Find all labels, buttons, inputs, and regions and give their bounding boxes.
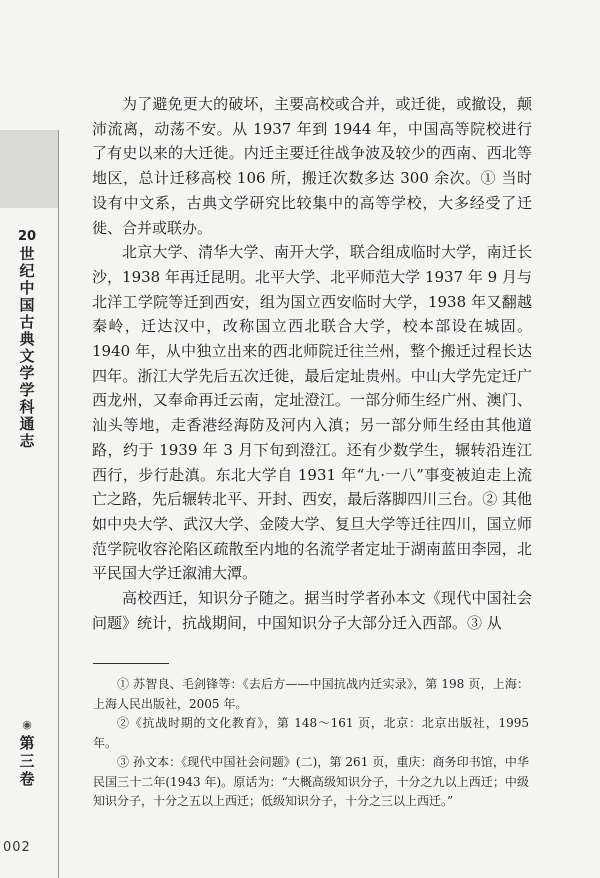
volume-char: 卷 <box>19 770 35 788</box>
paragraph: 高校西迁，知识分子随之。据当时学者孙本文《现代中国社会问题》统计，抗战期间，中国知识分子大部分迁入西部。③ 从 <box>92 589 532 632</box>
footnote: ②《抗战时期的文化教育》，第 148～161 页，北京：北京出版社，1995 年。 <box>93 716 529 750</box>
series-title-char: 学 <box>19 364 35 382</box>
side-band <box>0 130 58 208</box>
volume-dot-icon: ◉ <box>22 718 32 731</box>
footnote: ① 苏智良、毛剑锋等：《去后方——中国抗战内迁实录》，第 198 页，上海：上海人民出版社，2005 年。 <box>93 677 529 711</box>
series-title-char: 国 <box>19 296 35 314</box>
series-title-char: 通 <box>19 415 35 433</box>
series-title-char: 世 <box>19 245 35 263</box>
volume-char: 第 <box>19 734 35 752</box>
series-title-number: 20 <box>17 229 37 244</box>
paragraph: 北京大学、清华大学、南开大学，联合组成临时大学，南迁长沙，1938 年再迁昆明。北平大学、北平师范大学 1937 年 9 月与北洋工学院等迁到西安，组为国立西安临时大学，1938 年又翻越秦岭，迁达汉中，改称国立西北联合大学，校本部设在城固。1940 年，从中独立出来的西北师院迁往兰州，整个搬迁过程长达四年。浙江大学先后五次迁徙，最后定址贵州。中山大学先定迁广西龙州，又奉命再迁云南，定址澄江。一部分师生经广州、澳门、汕头等地，走香港经海防及河内入滇；另一部分师生经由其他道路，约于 1939 年 3 月下旬到澄江。还有少数学生，辗转沿连江西行，步行赴滇。东北大学自 1931 年“九·一八”事变被迫走上流亡之路，先后辗转北平、开封、西安，最后落脚四川三台。② 其他如中央大学、武汉大学、金陵大学、复旦大学等迁往四川，国立师范学院收容沦陷区疏散至内地的名流学者定址于湖南蓝田李园，北平民国大学迁溆浦大潭。 <box>92 243 532 583</box>
series-title <box>12 228 42 450</box>
body-text <box>92 92 532 635</box>
series-title-char: 古 <box>19 313 35 331</box>
paragraph: 为了避免更大的破坏，主要高校或合并，或迁徙，或撤设，颠沛流离，动荡不安。从 1937 年到 1944 年，中国高等院校进行了有史以来的大迁徙。内迁主要迁往战争波及较少的西南、西北等地区，总计迁移高校 106 所，搬迁次数多达 300 余次。① 当时设有中文系，古典文学研究比较集中的高等学校，大多经受了迁徙、合并或联办。 <box>92 95 532 237</box>
series-title-char: 典 <box>19 330 35 348</box>
series-title-char: 文 <box>19 347 35 365</box>
volume-label <box>10 716 44 788</box>
series-title-char: 中 <box>19 279 35 297</box>
page-number: 002 <box>3 840 31 855</box>
series-title-char: 志 <box>19 432 35 450</box>
volume-char: 三 <box>19 752 35 770</box>
footnote-divider <box>93 663 169 664</box>
footnote: ③ 孙文本：《现代中国社会问题》(二)，第 261 页，重庆：商务印书馆，中华民国三十二年(1943 年)。原话为：“大概高级知识分子，十分之九以上西迁；中级知识分子，十分之五以上西迁；低级知识分子，十分之三以上西迁。” <box>93 755 529 808</box>
series-title-char: 科 <box>19 398 35 416</box>
series-title-char: 纪 <box>19 262 35 280</box>
series-title-char: 学 <box>19 381 35 399</box>
footnotes <box>93 675 529 812</box>
